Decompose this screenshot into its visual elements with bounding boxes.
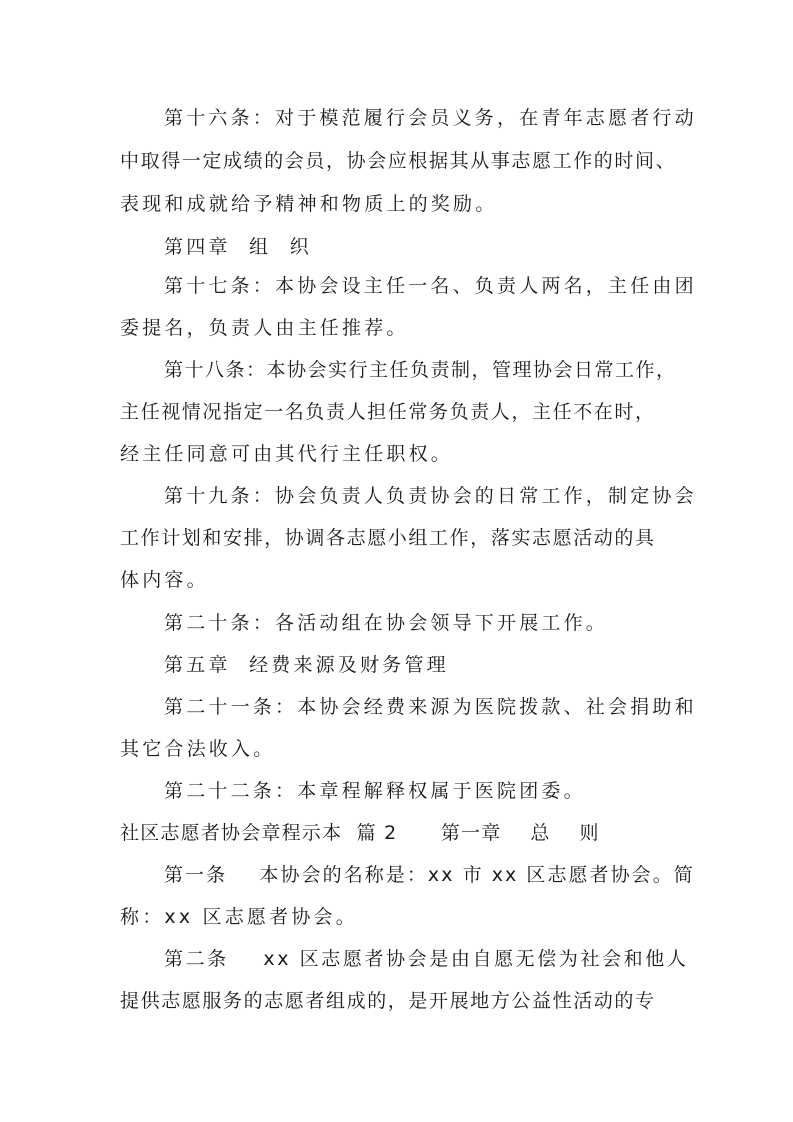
text-line: 中取得一定成绩的会员，协会应根据其从事志愿工作的时间、	[120, 150, 677, 172]
text-line: 第十八条：本协会实行主任负责制，管理协会日常工作，	[164, 359, 677, 381]
text-line: 提供志愿服务的志愿者组成的，是开展地方公益性活动的专	[120, 990, 656, 1012]
section-heading: 社区志愿者协会章程示本 篇 2 第一章 总 则	[120, 822, 600, 844]
text-line: 主任视情况指定一名负责人担任常务负责人，主任不在时，	[120, 401, 656, 423]
text-line: 第一条 本协会的名称是：xx 市 xx 区志愿者协会。简	[164, 864, 695, 886]
text-line: 表现和成就给予精神和物质上的奖励。	[120, 193, 498, 215]
text-line: 第十六条：对于模范履行会员义务，在青年志愿者行动	[164, 107, 697, 129]
text-line: 委提名，负责人由主任推荐。	[120, 317, 409, 339]
text-line: 经主任同意可由其代行主任职权。	[120, 443, 454, 465]
text-line: 体内容。	[120, 569, 209, 591]
text-line: 其它合法收入。	[120, 738, 276, 760]
chapter-heading: 第四章 组 织	[164, 236, 312, 258]
text-line: 第二十二条：本章程解释权属于医院团委。	[164, 780, 586, 802]
text-line: 第二条 xx 区志愿者协会是由自愿无偿为社会和他人	[164, 948, 689, 970]
text-line: 工作计划和安排，协调各志愿小组工作，落实志愿活动的具	[120, 527, 656, 549]
text-line: 第十九条：协会负责人负责协会的日常工作，制定协会	[164, 485, 697, 507]
text-line: 第二十一条：本协会经费来源为医院拨款、社会捐助和	[164, 696, 697, 718]
chapter-heading: 第五章 经费来源及财务管理	[164, 654, 449, 676]
text-line: 称：xx 区志愿者协会。	[120, 906, 358, 928]
text-line: 第十七条：本协会设主任一名、负责人两名，主任由团	[164, 275, 697, 297]
text-line: 第二十条：各活动组在协会领导下开展工作。	[164, 612, 609, 634]
